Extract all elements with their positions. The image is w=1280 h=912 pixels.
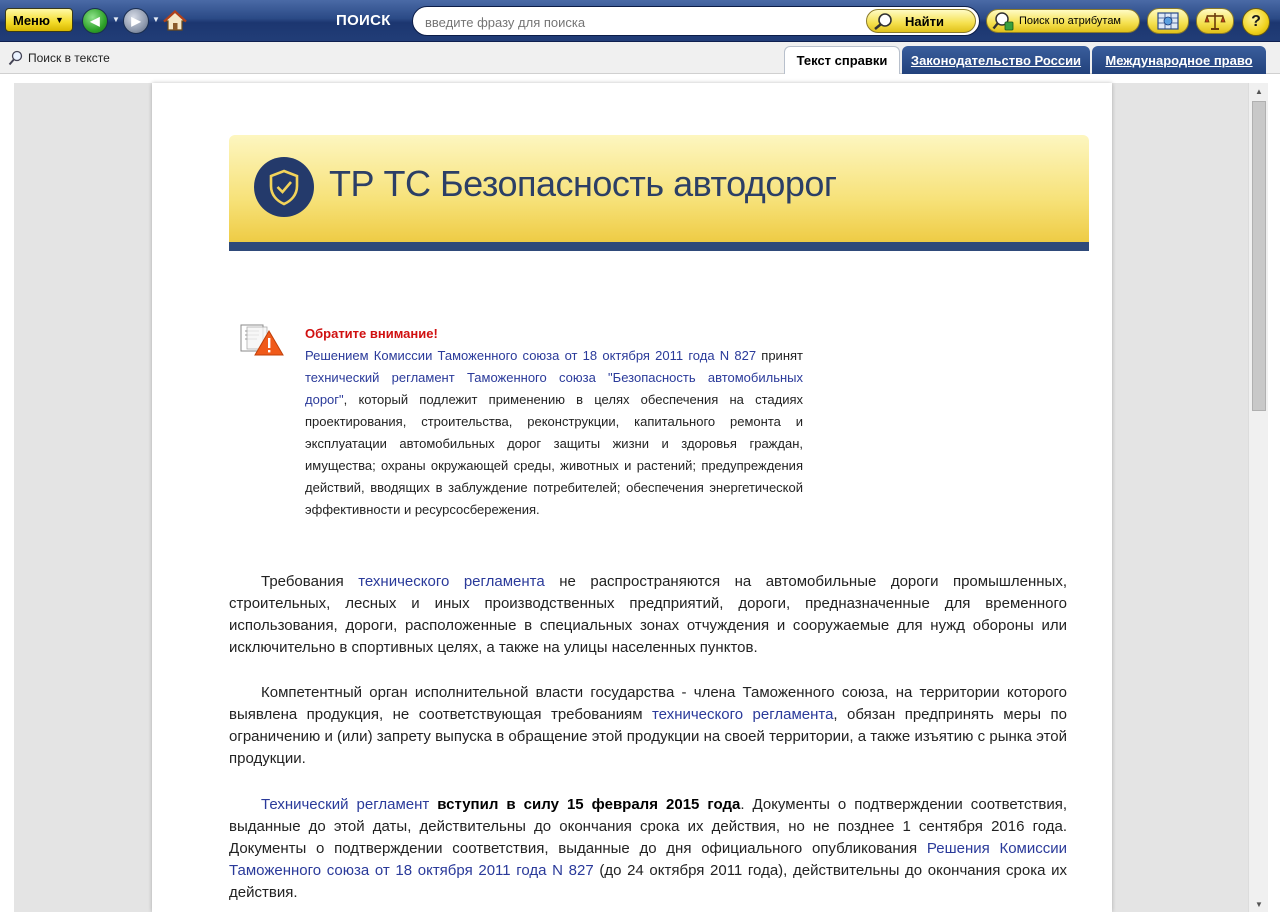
chevron-down-icon: ▼ [55,15,64,25]
regulation-link[interactable]: Технический регламент [261,796,430,813]
classifier-button[interactable] [1147,8,1189,34]
document-banner [229,135,1089,251]
regulation-link[interactable]: технического регламента [651,706,834,723]
scroll-up-arrow-icon[interactable]: ▲ [1255,86,1263,96]
effective-date-text: вступил в силу 15 февраля 2015 года [437,796,741,813]
warning-document-icon [239,323,285,357]
page-title: ТР ТС Безопасность автодорог [329,163,837,204]
back-button[interactable] [82,8,108,34]
tab-help-text[interactable] [784,46,900,74]
banner-stripe [229,242,1089,251]
notice-block [305,323,803,521]
scroll-thumb[interactable] [1252,101,1266,411]
notice-title: Обратите внимание! [305,326,438,341]
scroll-down-arrow-icon[interactable]: ▼ [1255,899,1263,909]
paragraph-authority [229,682,1067,770]
attribute-search-label: Поиск по атрибутам [1019,15,1121,27]
decision-link[interactable]: Решения Комиссии Таможенного союза от 18 октября 2011 года N 827 [229,840,1067,879]
legal-reference-button[interactable] [1196,8,1234,34]
paragraph-scope [229,571,1067,659]
paragraph-text: , обязан предпринять меры по ограничению и (или) запрету выпуска в обращение этой продукции на своей территории, а также изъятию с рынка этой продукции. [229,706,1067,767]
paragraph-text: (до 24 октября 2011 года), действительны до окончания срока их действия. [229,862,1067,901]
menu-label: Меню [13,12,51,28]
search-input[interactable] [425,13,865,31]
map-grid-icon [1157,12,1179,30]
magnifier-icon [8,50,24,66]
attribute-search-button[interactable] [986,9,1140,33]
help-icon: ? [1251,13,1261,30]
magnifier-icon [873,12,895,30]
main-toolbar [0,0,1280,42]
shield-check-icon [254,157,314,217]
paragraph-effective-date [229,794,1067,904]
back-history-dropdown-icon[interactable]: ▼ [112,15,120,24]
decision-link[interactable]: Решением Комиссии Таможенного союза от 18 октября 2011 года N 827 [305,348,757,363]
find-in-text-label: Поиск в тексте [28,51,110,65]
forward-button[interactable] [123,8,149,34]
forward-history-dropdown-icon[interactable]: ▼ [152,15,160,24]
search-label: ПОИСК [336,12,391,29]
document-viewport [0,75,1280,912]
find-button[interactable] [866,9,976,33]
scales-icon [1204,11,1226,31]
notice-text: принят [761,348,803,363]
document-subbar [0,42,1280,74]
tab-russian-legislation[interactable] [902,46,1090,74]
arrow-right-icon: ▶ [131,14,141,28]
document-page [152,83,1112,912]
tab-label: Законодательство России [910,52,1082,68]
find-label: Найти [905,13,944,29]
menu-button[interactable] [5,8,73,32]
arrow-left-icon: ◀ [90,14,100,28]
find-in-text-button[interactable] [8,50,110,66]
home-button[interactable] [162,7,188,35]
home-icon [163,9,187,33]
vertical-scrollbar[interactable] [1248,83,1268,912]
regulation-link[interactable]: технического регламента [358,573,545,590]
attribute-search-icon [992,11,1014,31]
paragraph-text: Компетентный орган исполнительной власти государства - члена Таможенного союза, на территории которого выявлена продукция, не соответствующая требованиям [229,684,1067,723]
paragraph-text: . Документы о подтверждении соответствия, выданные до этой даты, действительны до окончания срока их действия, но не позднее 1 сентября 2016 года. Документы о подтверждении соответствия, выданные до дня официального опубликования [229,796,1067,857]
regulation-link[interactable]: технический регламент Таможенного союза "Безопасность автомобильных дорог" [305,370,803,407]
tab-international-law[interactable] [1092,46,1266,74]
tab-label: Международное право [1105,52,1253,68]
paragraph-text: Требования [261,573,344,590]
paragraph-text: не распространяются на автомобильные дороги промышленных, строительных, лесных и иных производственных предприятий, дороги, предназначенные для временного использования, дороги, расположенные в специальных зонах отчуждения и сооружаемые для нужд обороны или исключительно в спортивных целях, а также на улицы населенных пунктов. [229,573,1068,656]
notice-text: , который подлежит применению в целях обеспечения на стадиях проектирования, строительства, реконструкции, капитального ремонта и эксплуатации автомобильных дорог защиты жизни и здоровья граждан, имущества; охраны окружающей среды, животных и растений; предупреждения действий, вводящих в заблуждение потребителей; обеспечения энергетической эффективности и ресурсосбережения. [305,392,803,517]
tab-label: Текст справки [796,53,888,68]
help-button[interactable] [1242,8,1270,36]
